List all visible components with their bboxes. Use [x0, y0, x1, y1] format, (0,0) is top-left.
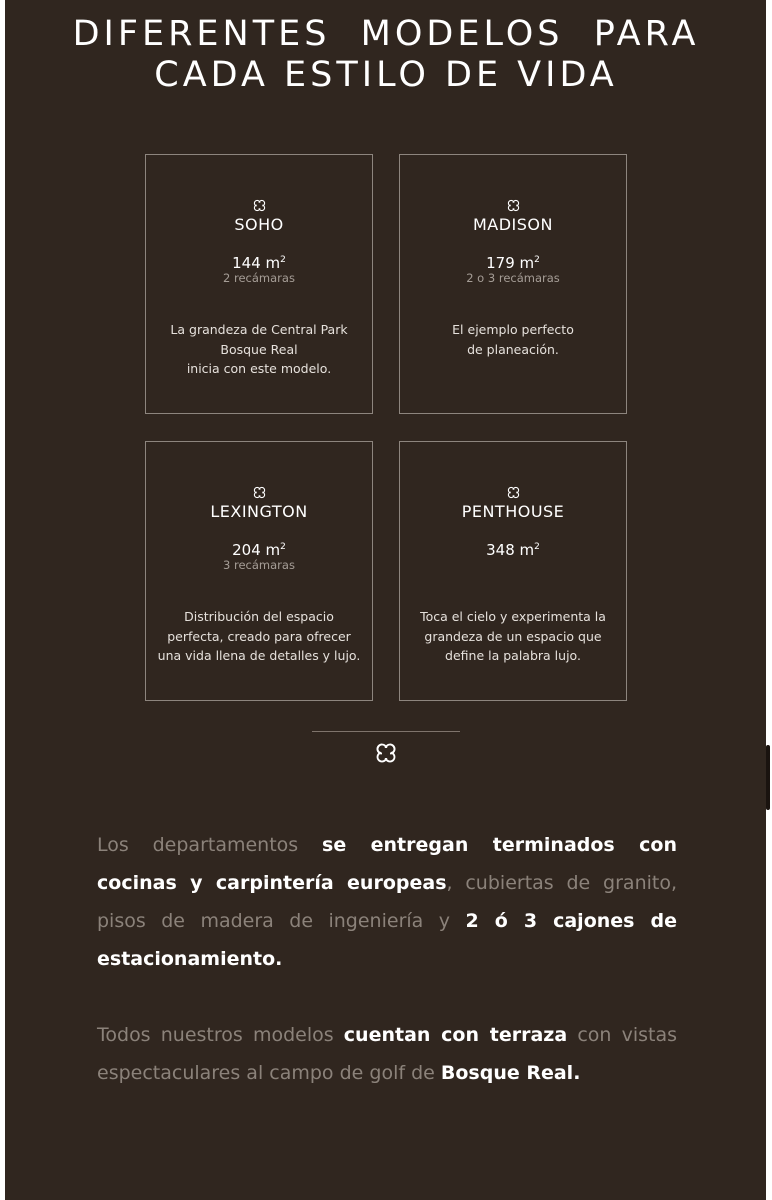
- quatrefoil-icon: [375, 742, 397, 764]
- model-name: LEXINGTON: [210, 502, 308, 521]
- model-area: 204 $m^2$: [232, 541, 286, 559]
- model-rooms: 2 recámaras: [223, 271, 295, 285]
- paragraph-line: [97, 940, 677, 978]
- model-area: 348 $m^2$: [486, 541, 540, 559]
- description-line: Toca el cielo y experimenta la: [420, 609, 606, 624]
- model-card-soho: [145, 154, 373, 414]
- model-rooms: 2 o 3 recámaras: [466, 271, 560, 285]
- model-description: [150, 607, 368, 666]
- body-text: , cubiertas de granito,: [446, 872, 677, 894]
- body-text: pisos de madera de ingeniería y: [97, 910, 466, 932]
- quatrefoil-icon: [146, 197, 372, 211]
- scrollbar[interactable]: [766, 745, 770, 810]
- description-line: El ejemplo perfecto: [452, 322, 574, 337]
- feature-paragraph: [97, 1016, 677, 1092]
- description-line: define la palabra lujo.: [445, 648, 581, 663]
- paragraph-line: [97, 826, 677, 864]
- model-card-lexington: [145, 441, 373, 701]
- model-area: 144 $m^2$: [232, 254, 286, 272]
- paragraph-line: [97, 902, 677, 940]
- highlight-text: 2 ó 3 cajones de: [465, 910, 678, 932]
- highlight-text: cuentan con terraza: [343, 1024, 568, 1046]
- paragraph-line: [97, 1054, 677, 1092]
- body-text: con vistas: [567, 1024, 677, 1046]
- title-line-1: DIFERENTES MODELOS PARA: [72, 14, 700, 54]
- feature-paragraph: [97, 826, 677, 978]
- highlight-text: Bosque Real.: [440, 1062, 581, 1084]
- highlight-text: cocinas y carpintería europeas: [97, 872, 447, 894]
- body-text: espectaculares al campo de golf de: [97, 1062, 441, 1084]
- model-card-madison: [399, 154, 627, 414]
- description-line: Bosque Real: [220, 341, 298, 357]
- model-name: SOHO: [234, 215, 284, 234]
- paragraph-line: [97, 864, 677, 902]
- title-line-2: CADA ESTILO DE VIDA: [154, 55, 618, 95]
- model-rooms: 3 recámaras: [223, 558, 295, 572]
- description-line: La grandeza de Central Park: [170, 322, 348, 337]
- quatrefoil-icon: [400, 197, 626, 211]
- model-description: [404, 320, 622, 359]
- description-line: una vida llena de detalles y lujo.: [157, 648, 361, 663]
- page-title: [0, 14, 772, 96]
- description-line: inicia con este modelo.: [186, 361, 332, 376]
- model-name: MADISON: [472, 215, 553, 234]
- model-description: [404, 607, 622, 666]
- quatrefoil-icon: [146, 484, 372, 498]
- model-name: PENTHOUSE: [461, 502, 565, 521]
- paragraph-line: [97, 1016, 677, 1054]
- quatrefoil-icon: [400, 484, 626, 498]
- model-area: 179 $m^2$: [486, 254, 540, 272]
- highlight-text: se entregan terminados con: [322, 834, 677, 856]
- model-description: [150, 320, 368, 379]
- description-line: Distribución del espacio: [184, 609, 334, 624]
- body-text: Los departamentos: [97, 834, 323, 856]
- body-text: Todos nuestros modelos: [97, 1024, 344, 1046]
- model-card-penthouse: [399, 441, 627, 701]
- description-line: perfecta, creado para ofrecer: [167, 628, 351, 644]
- highlight-text: estacionamiento.: [97, 948, 283, 970]
- description-line: grandeza de un espacio que: [424, 628, 602, 644]
- divider: [312, 731, 460, 732]
- description-line: de planeación.: [467, 341, 559, 357]
